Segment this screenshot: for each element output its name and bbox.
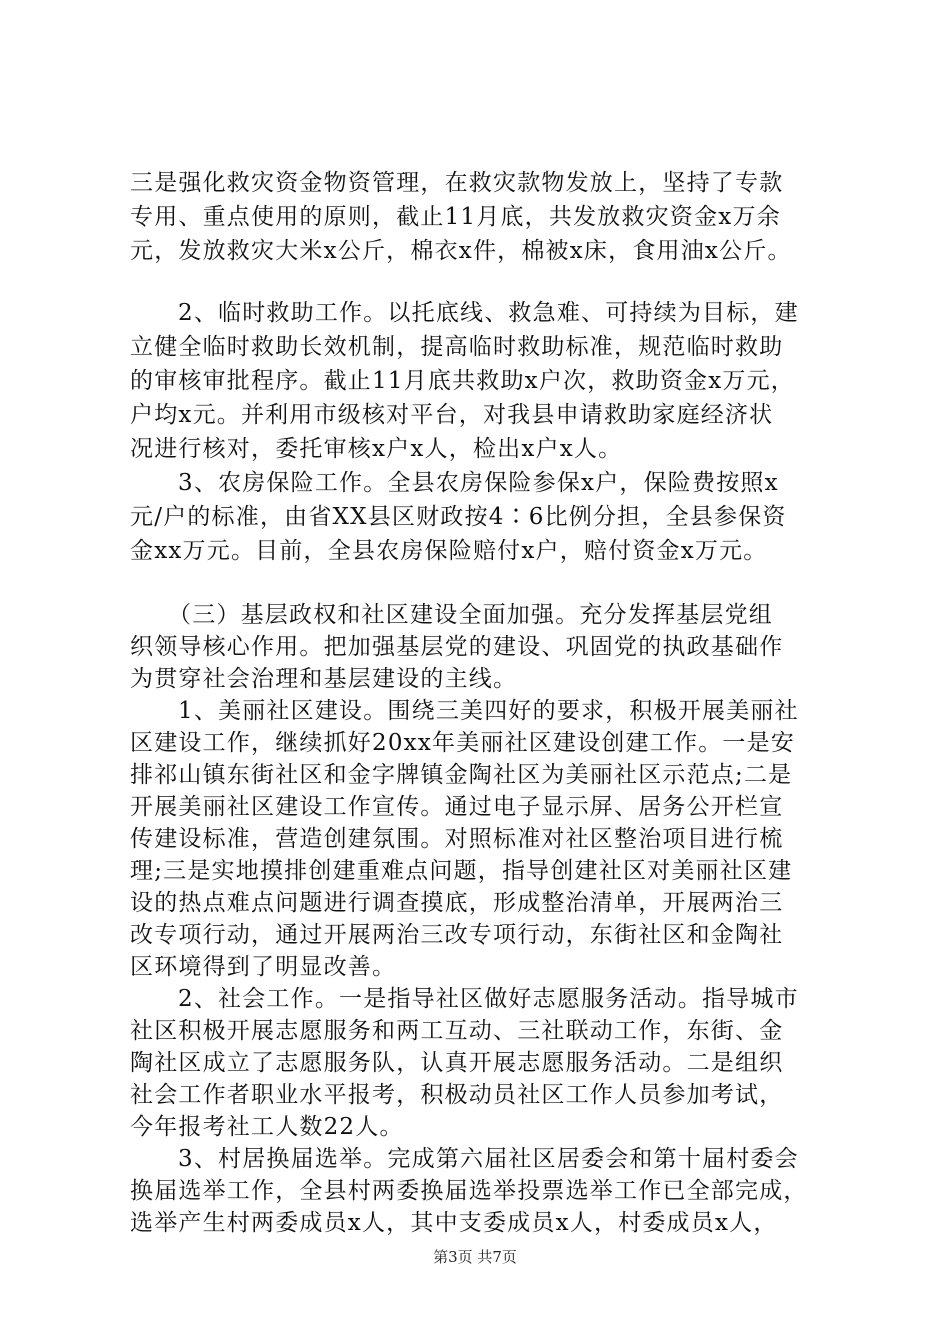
text-line: 选举产生村两委成员x人，其中支委成员x人，村委成员x人， (130, 1210, 778, 1236)
text-line: 社会工作者职业水平报考，积极动员社区工作人员参加考试， (130, 1082, 784, 1108)
text-line: 改专项行动，通过开展两治三改专项行动，东街社区和金陶社 (130, 922, 784, 948)
text-line: 换届选举工作，全县村两委换届选举投票选举工作已全部完成， (130, 1178, 808, 1204)
text-line: 三是强化救灾资金物资管理，在救灾款物发放上，坚持了专款 (130, 170, 784, 196)
text-line: （三）基层政权和社区建设全面加强。充分发挥基层党组 (168, 602, 773, 628)
text-line: 设的热点难点问题进行调查摸底，形成整治清单，开展两治三 (130, 890, 784, 916)
text-line: 况进行核对，委托审核x户x人，检出x户x人。 (130, 436, 623, 462)
text-line: 立健全临时救助长效机制，提高临时救助标准，规范临时救助 (130, 334, 784, 360)
text-line: 元/户的标准，由省XX县区财政按4∶6比例分担，全县参保资 (130, 504, 787, 530)
text-line: 织领导核心作用。把加强基层党的建设、巩固党的执政基础作 (130, 634, 784, 660)
text-line: 金xx万元。目前，全县农房保险赔付x户，赔付资金x万元。 (130, 538, 768, 564)
text-line: 2、社会工作。一是指导社区做好志愿服务活动。指导城市 (178, 986, 799, 1012)
text-line: 开展美丽社区建设工作宣传。通过电子显示屏、居务公开栏宣 (130, 794, 784, 820)
text-line: 今年报考社工人数22人。 (130, 1114, 404, 1140)
text-line: 2、临时救助工作。以托底线、救急难、可持续为目标，建 (178, 300, 799, 326)
text-line: 的审核审批程序。截止11月底共救助x户次，救助资金x万元， (130, 368, 796, 394)
text-line: 专用、重点使用的原则，截止11月底，共发放救灾资金x万余 (130, 204, 781, 230)
text-line: 1、美丽社区建设。围绕三美四好的要求，积极开展美丽社 (178, 698, 799, 724)
text-line: 3、村居换届选举。完成第六届社区居委会和第十届村委会 (178, 1146, 799, 1172)
text-line: 3、农房保险工作。全县农房保险参保x户，保险费按照x (178, 470, 779, 496)
page-footer: 第3页 共7页 (433, 1248, 517, 1266)
text-line: 户均x元。并利用市级核对平台，对我县申请救助家庭经济状 (130, 402, 774, 428)
text-line: 陶社区成立了志愿服务队，认真开展志愿服务活动。二是组织 (130, 1050, 784, 1076)
text-line: 传建设标准，营造创建氛围。对照标准对社区整治项目进行梳 (130, 826, 784, 852)
text-line: 理;三是实地摸排创建重难点问题，指导创建社区对美丽社区建 (130, 858, 793, 884)
text-line: 排祁山镇东街社区和金字牌镇金陶社区为美丽社区示范点;二是 (130, 762, 793, 788)
text-line: 区建设工作，继续抓好20xx年美丽社区建设创建工作。一是安 (130, 730, 796, 756)
text-line: 元，发放救灾大米x公斤，棉衣x件，棉被x床，食用油x公斤。 (130, 238, 792, 264)
text-line: 为贯穿社会治理和基层建设的主线。 (130, 666, 518, 692)
text-line: 区环境得到了明显改善。 (130, 954, 397, 980)
text-line: 社区积极开展志愿服务和两工互动、三社联动工作，东街、金 (130, 1018, 784, 1044)
